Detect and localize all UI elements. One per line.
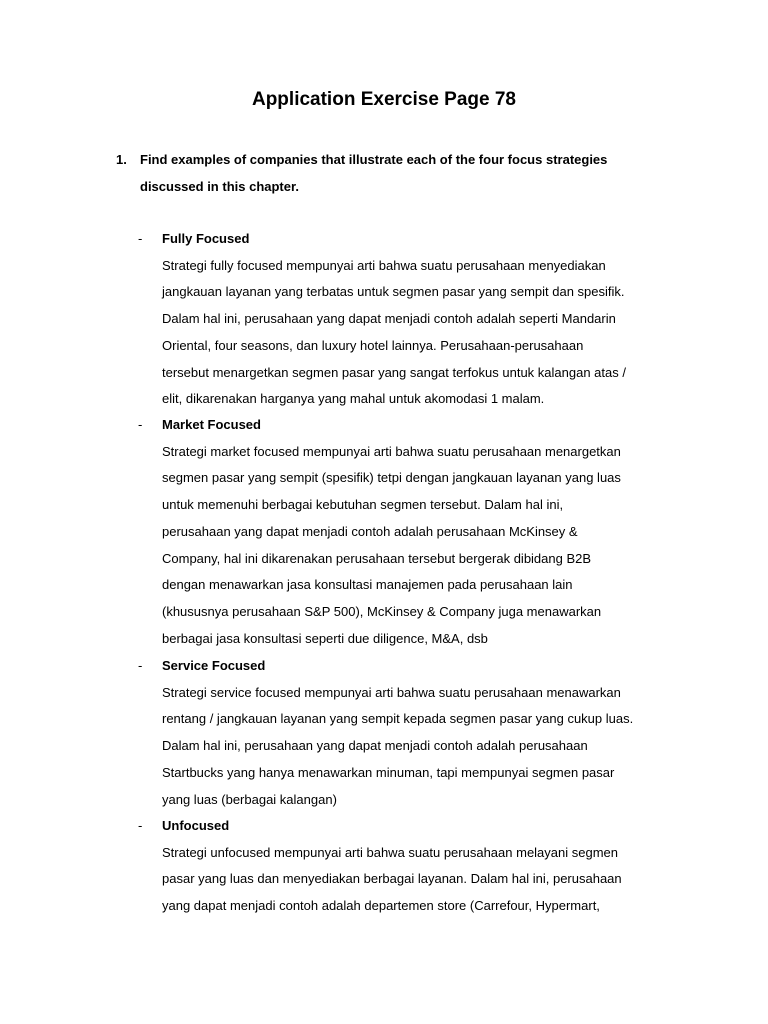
section-heading: Unfocused <box>162 818 230 833</box>
body-line: dengan menawarkan jasa konsultasi manajemen pada perusahaan lain <box>162 577 573 593</box>
body-line: berbagai jasa konsultasi seperti due diligence, M&A, dsb <box>162 630 488 646</box>
body-line: tersebut menargetkan segmen pasar yang sangat terfokus untuk kalangan atas / <box>162 364 626 380</box>
body-line: elit, dikarenakan harganya yang mahal untuk akomodasi 1 malam. <box>162 391 545 407</box>
question-line: discussed in this chapter. <box>140 179 299 194</box>
body-line: Dalam hal ini, perusahaan yang dapat menjadi contoh adalah seperti Mandarin <box>162 311 616 327</box>
section-body <box>162 439 682 653</box>
body-line: Strategi service focused mempunyai arti bahwa suatu perusahaan menawarkan <box>162 684 621 700</box>
body-line: yang dapat menjadi contoh adalah departemen store (Carrefour, Hypermart, <box>162 898 600 914</box>
bullet-dash: - <box>138 658 143 673</box>
bullet-dash: - <box>138 231 143 246</box>
bullet-dash: - <box>138 818 143 833</box>
section-body <box>162 680 682 814</box>
body-line: untuk memenuhi berbagai kebutuhan segmen tersebut. Dalam hal ini, <box>162 497 564 513</box>
body-line: Company, hal ini dikarenakan perusahaan tersebut bergerak dibidang B2B <box>162 550 592 566</box>
question-text <box>140 146 660 200</box>
body-line: rentang / jangkauan layanan yang sempit kepada segmen pasar yang cukup luas. <box>162 711 634 727</box>
section-heading: Market Focused <box>162 417 261 432</box>
section-heading: Service Focused <box>162 658 266 673</box>
body-line: pasar yang luas dan menyediakan berbagai layanan. Dalam hal ini, perusahaan <box>162 871 622 887</box>
body-line: Strategi fully focused mempunyai arti bahwa suatu perusahaan menyediakan <box>162 257 606 273</box>
body-line: yang luas (berbagai kalangan) <box>162 791 337 807</box>
section-heading: Fully Focused <box>162 231 250 246</box>
document-title: Application Exercise Page 78 <box>251 89 516 110</box>
body-line: Startbucks yang hanya menawarkan minuman, tapi mempunyai segmen pasar <box>162 764 615 780</box>
body-line: Strategi market focused mempunyai arti bahwa suatu perusahaan menargetkan <box>162 443 621 459</box>
body-line: (khususnya perusahaan S&P 500), McKinsey & Company juga menawarkan <box>162 603 602 619</box>
section-body <box>162 840 682 920</box>
bullet-dash: - <box>138 417 143 432</box>
body-line: Oriental, four seasons, dan luxury hotel lainnya. Perusahaan-perusahaan <box>162 337 584 353</box>
question-number: 1. <box>116 152 127 167</box>
body-line: jangkauan layanan yang terbatas untuk segmen pasar yang sempit dan spesifik. <box>162 284 625 300</box>
question-line: Find examples of companies that illustrate each of the four focus strategies <box>140 152 608 167</box>
body-line: perusahaan yang dapat menjadi contoh adalah perusahaan McKinsey & <box>162 523 578 539</box>
body-line: Strategi unfocused mempunyai arti bahwa suatu perusahaan melayani segmen <box>162 844 618 860</box>
section-body <box>162 253 682 413</box>
body-line: Dalam hal ini, perusahaan yang dapat menjadi contoh adalah perusahaan <box>162 738 588 754</box>
body-line: segmen pasar yang sempit (spesifik) tetpi dengan jangkauan layanan yang luas <box>162 470 621 486</box>
